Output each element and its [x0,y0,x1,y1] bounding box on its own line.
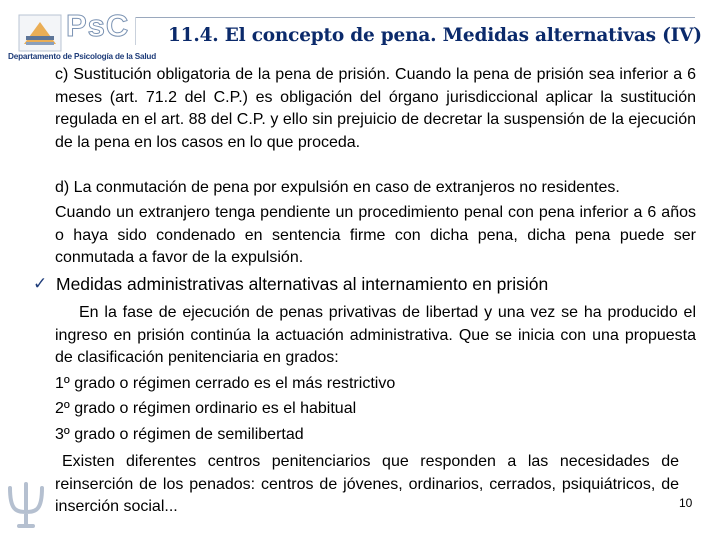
item-c-paragraph: c) Sustitución obligatoria de la pena de prisión. Cuando la pena de prisión sea inferior a 6 meses (art. 71.2 del C.P.) es obligación del órgano jurisdiccional aplicar la sustitución regulada en el art. 88 del C.P. y ello sin prejuicio de decretar la suspensión de la ejecución de la pena en los casos en lo que proceda. [55,66,696,151]
grade-1-line: 1º grado o régimen cerrado es el más restrictivo [55,375,396,392]
title-rule [135,17,695,18]
page-title: 11.4. El concepto de pena. Medidas alternativas (IV) [168,25,702,46]
page-number: 10 [679,496,693,510]
bullet-heading: Medidas administrativas alternativas al internamiento en prisión [56,274,549,294]
psi-symbol-icon [6,480,46,528]
checkmark-bullet-icon: ✓ [33,274,48,293]
grade-2-line: 2º grado o régimen ordinario es el habitual [55,400,357,417]
department-name: Departamento de Psicología de la Salud [8,52,157,61]
grade-3-line: 3º grado o régimen de semilibertad [55,426,304,443]
item-d-detail-paragraph: Cuando un extranjero tenga pendiente un procedimiento penal con pena inferior a 6 años o haya sido condenado en sentencia firme con dicha pena, dicha pena puede ser conmutada a favor de la expulsión. [55,204,696,266]
item-d-paragraph: d) La conmutación de pena por expulsión en caso de extranjeros no residentes. [55,179,620,196]
department-logo-icon [18,14,62,52]
title-rule-vertical [135,17,136,45]
logo-wordmark: PsC [66,8,130,43]
phase-paragraph: En la fase de ejecución de penas privativas de libertad y una vez se ha producido el ingreso en prisión continúa la actuación administrativa. Que se inicia con una propuesta de clasificación penitenciaria en grados: [55,304,696,366]
centers-paragraph: Existen diferentes centros penitenciarios que responden a las necesidades de reinserción de los penados: centros de jóvenes, ordinarios, cerrados, psiquiátricos, de inserción social... [55,453,679,515]
